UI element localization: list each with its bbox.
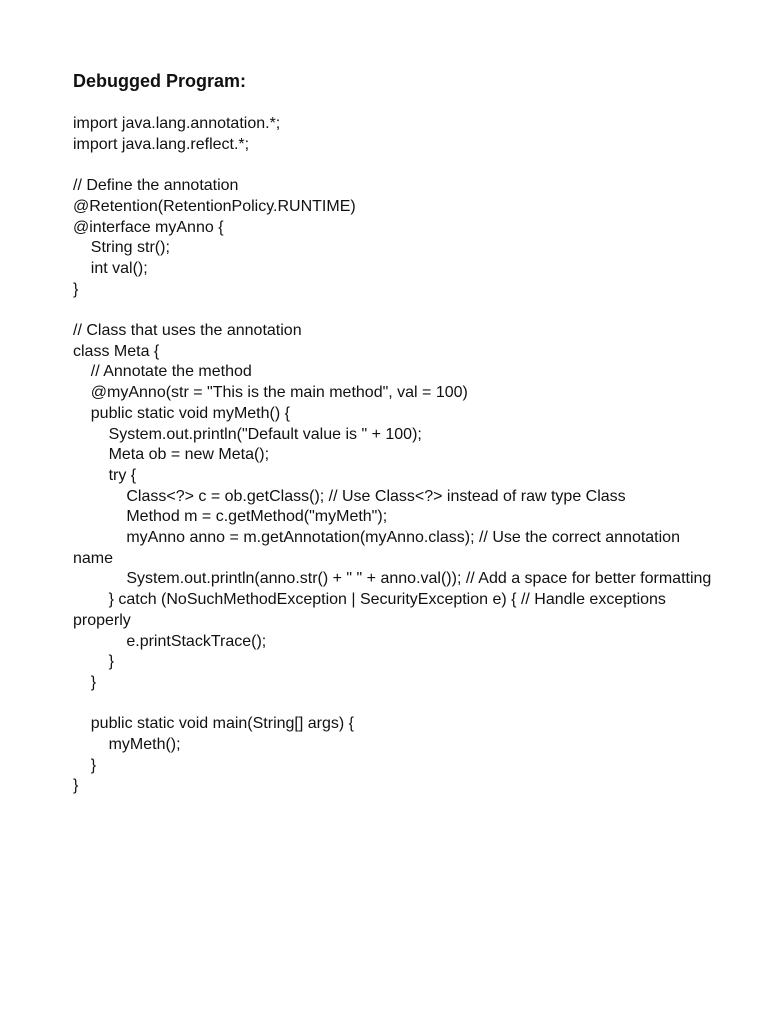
code-block	[73, 114, 713, 797]
code-line: Class<?> c = ob.getClass(); // Use Class<?> instead of raw type Class	[73, 487, 626, 505]
code-line: }	[73, 280, 79, 298]
code-line: class Meta {	[73, 342, 160, 360]
page-title: Debugged Program:	[73, 71, 247, 91]
code-line: e.printStackTrace();	[73, 632, 267, 650]
code-line: System.out.println(anno.str() + " " + anno.val()); // Add a space for better formatting	[73, 570, 712, 588]
code-line: // Class that uses the annotation	[73, 322, 302, 339]
code-line	[73, 155, 713, 176]
code-line: // Define the annotation	[73, 177, 239, 195]
code-line: }	[73, 777, 79, 795]
code-line: try {	[73, 466, 137, 484]
code-line: }	[73, 673, 97, 691]
code-line: myMeth();	[73, 736, 181, 754]
code-line: }	[73, 653, 114, 671]
code-line: } catch (NoSuchMethodException | SecurityException e) { // Handle exceptions properly	[73, 591, 671, 629]
code-line: import java.lang.reflect.*;	[73, 135, 250, 153]
document-page	[73, 68, 713, 797]
code-line: int val();	[73, 259, 148, 277]
code-line: Meta ob = new Meta();	[73, 446, 270, 464]
code-line: // Annotate the method	[73, 363, 252, 381]
code-line	[73, 300, 713, 321]
code-line: }	[73, 756, 97, 774]
code-line: myAnno anno = m.getAnnotation(myAnno.class); // Use the correct annotation name	[73, 529, 685, 567]
code-line: @Retention(RetentionPolicy.RUNTIME)	[73, 197, 356, 215]
code-line: @interface myAnno {	[73, 218, 224, 236]
code-line: public static void myMeth() {	[73, 404, 290, 422]
code-line: public static void main(String[] args) {	[73, 715, 354, 733]
code-line: System.out.println("Default value is " + 100);	[73, 425, 422, 443]
code-line: import java.lang.annotation.*;	[73, 115, 281, 132]
code-line: @myAnno(str = "This is the main method", val = 100)	[73, 384, 468, 402]
code-line: Method m = c.getMethod("myMeth");	[73, 508, 388, 526]
code-line	[73, 694, 713, 715]
code-line: String str();	[73, 239, 170, 257]
